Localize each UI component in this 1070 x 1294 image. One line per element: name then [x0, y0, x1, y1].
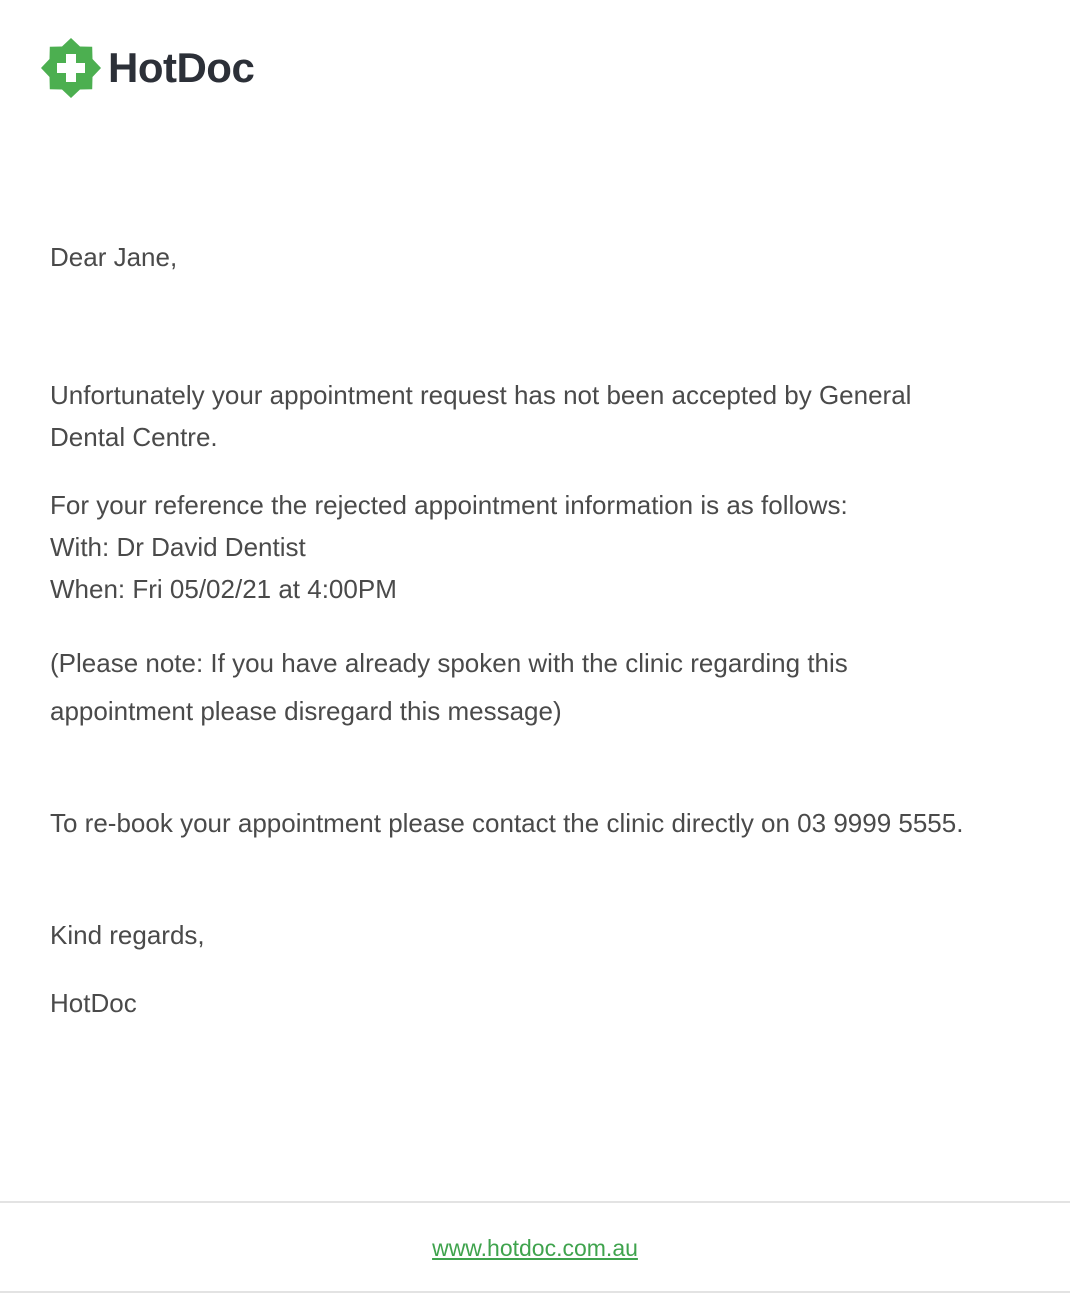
appointment-datetime: When: Fri 05/02/21 at 4:00PM [50, 574, 397, 604]
reference-intro: For your reference the rejected appointment information is as follows: [50, 490, 848, 520]
email-header [40, 36, 254, 100]
footer-bottom-divider [0, 1291, 1070, 1293]
signature: HotDoc [50, 988, 137, 1018]
greeting: Dear Jane, [50, 242, 178, 272]
note-line-2: appointment please disregard this message) [50, 696, 562, 726]
footer [0, 1230, 1070, 1266]
appointment-provider: With: Dr David Dentist [50, 532, 306, 562]
footer-divider [0, 1201, 1070, 1203]
brand-wordmark: HotDoc [108, 44, 255, 91]
hotdoc-logo-icon [40, 37, 102, 99]
website-link[interactable]: www.hotdoc.com.au [432, 1235, 638, 1261]
rejection-text-line-1: Unfortunately your appointment request has not been accepted by General [50, 380, 912, 410]
signoff: Kind regards, [50, 920, 205, 950]
rebook-instructions: To re-book your appointment please contact the clinic directly on 03 9999 5555. [50, 808, 964, 838]
note-line-1: (Please note: If you have already spoken with the clinic regarding this [50, 648, 848, 678]
rejection-text-line-2: Dental Centre. [50, 422, 218, 452]
